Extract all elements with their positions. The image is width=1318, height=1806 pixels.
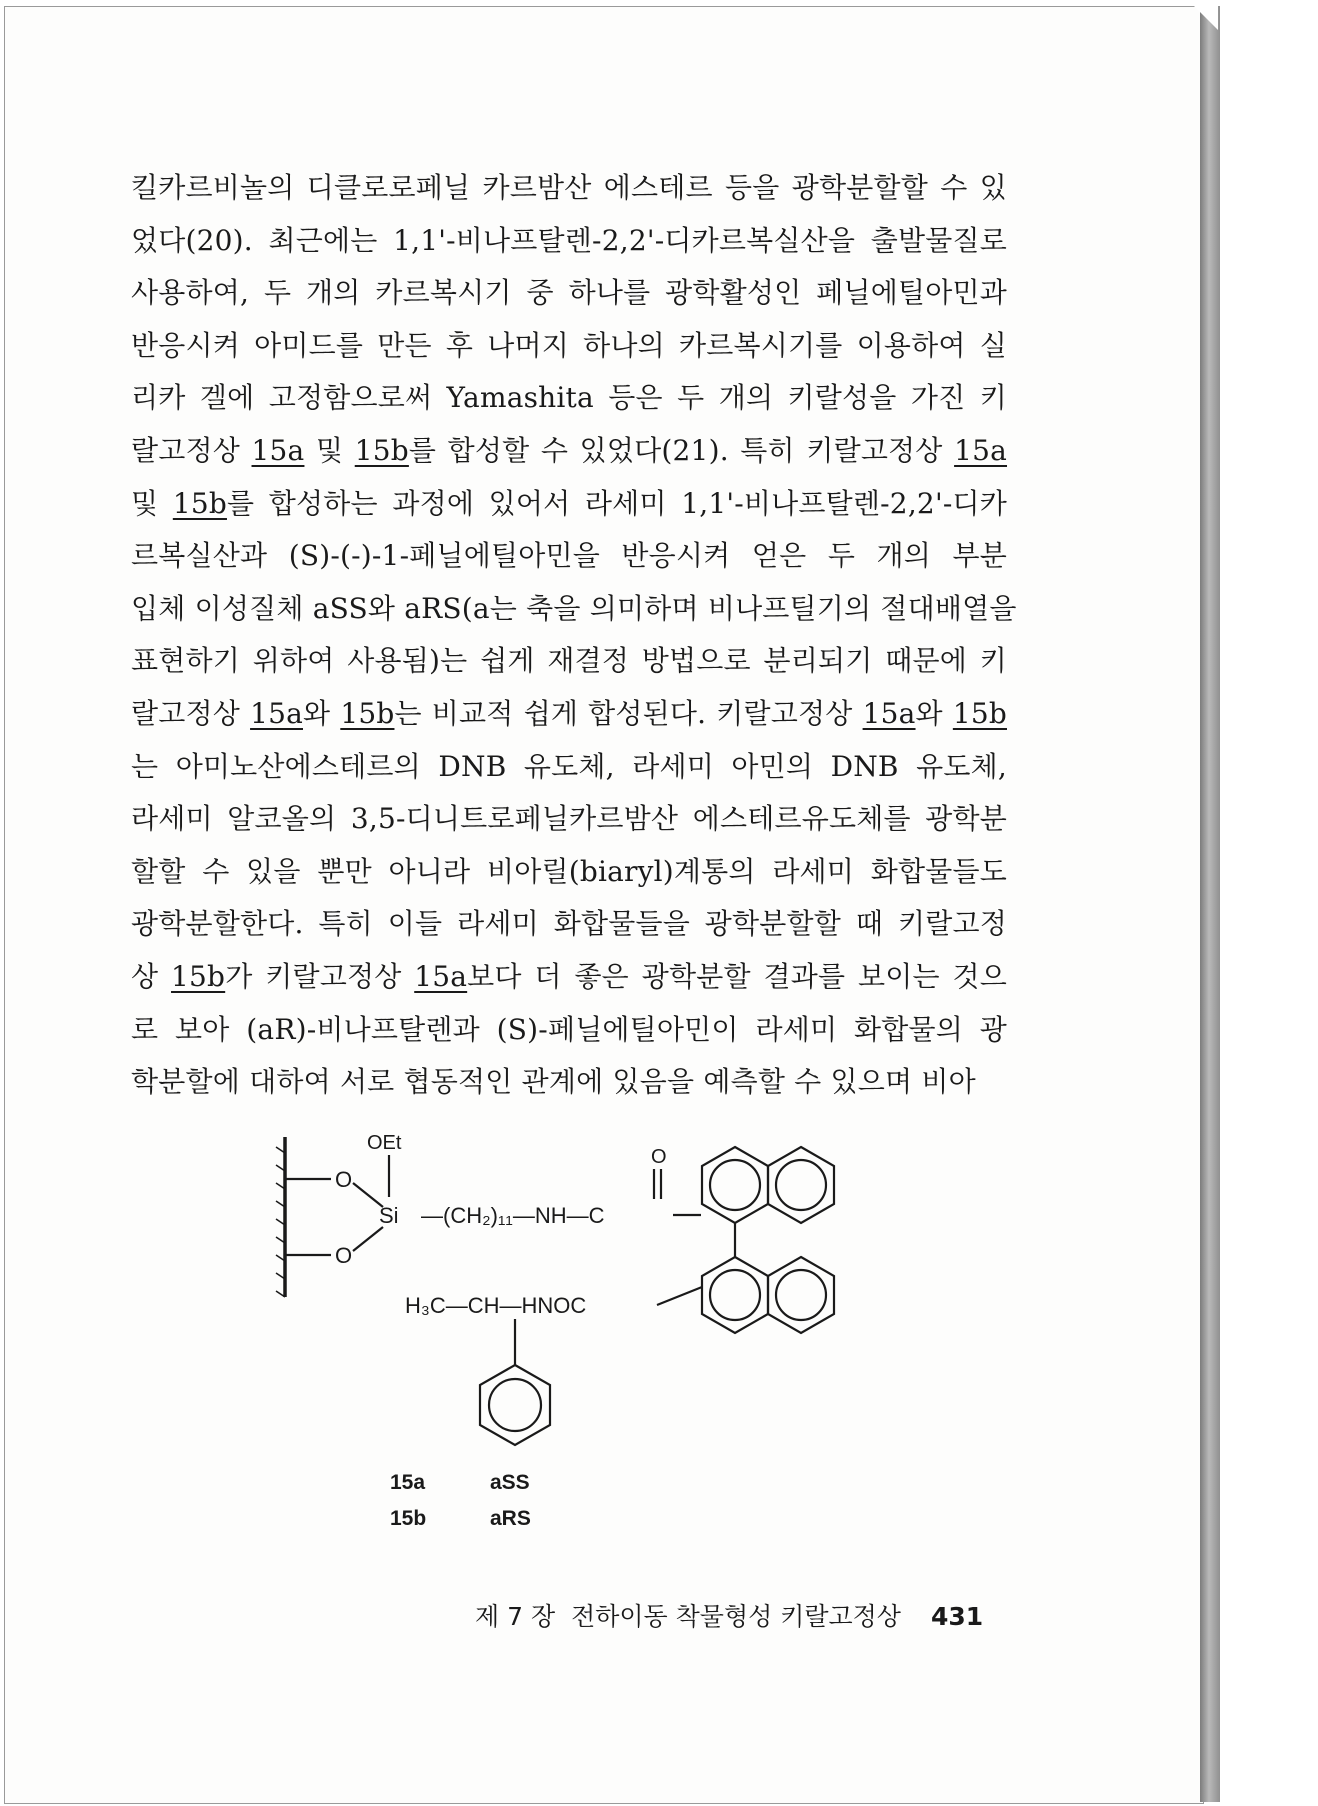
text-line bbox=[131, 846, 1007, 899]
text-line bbox=[131, 530, 1007, 583]
text-run: 학분할에 대하여 서로 협동적인 관계에 있음을 예측할 수 있으며 비아 bbox=[131, 1065, 976, 1099]
text-run: 었다(20). 최근에는 1,1'-비나프탈렌-2,2'-디카르복실산을 출발물질로 bbox=[131, 223, 1007, 257]
text-line bbox=[131, 1056, 1007, 1109]
text-run: 광학분할한다. 특히 이들 라세미 화합물들을 광학분할할 때 키랄고정 bbox=[131, 907, 1007, 941]
text-line bbox=[131, 741, 1007, 794]
lower-naphthalene-ring bbox=[702, 1257, 834, 1333]
compound-reference: 15b bbox=[171, 959, 226, 993]
text-run: 와 bbox=[915, 696, 953, 730]
oxygen-bottom: O bbox=[335, 1243, 353, 1268]
compound-reference: 15a bbox=[954, 433, 1008, 467]
label-aRS: aRS bbox=[490, 1507, 531, 1530]
text-run: 반응시켜 아미드를 만든 후 나머지 하나의 카르복시기를 이용하여 실 bbox=[131, 328, 1007, 362]
compound-reference: 15a bbox=[251, 433, 305, 467]
text-line bbox=[131, 688, 1007, 741]
text-run: 리카 겔에 고정함으로써 Yamashita 등은 두 개의 키랄성을 가진 키 bbox=[131, 381, 1007, 415]
text-line bbox=[131, 1004, 1007, 1057]
amide-group-label: H₃C—CH—HNOC bbox=[405, 1293, 587, 1318]
text-line bbox=[131, 793, 1007, 846]
text-line bbox=[131, 320, 1007, 373]
text-run: 를 합성할 수 있었다(21). 특히 키랄고정상 bbox=[408, 433, 955, 467]
page-edge-shadow bbox=[1200, 6, 1220, 1802]
text-run: 표현하기 위하여 사용됨)는 쉽게 재결정 방법으로 분리되기 때문에 키 bbox=[131, 644, 1007, 678]
text-line bbox=[131, 478, 1007, 531]
text-run: 가 키랄고정상 bbox=[225, 959, 415, 993]
text-run: 와 bbox=[303, 696, 341, 730]
text-run: 사용하여, 두 개의 카르복시기 중 하나를 광학활성인 페닐에틸아민과 bbox=[131, 276, 1007, 310]
text-run: 보다 더 좋은 광학분할 결과를 보이는 것으 bbox=[467, 959, 1007, 993]
text-line bbox=[131, 267, 1007, 320]
running-footer bbox=[475, 1597, 1035, 1633]
compound-reference: 15b bbox=[952, 696, 1007, 730]
text-line bbox=[131, 951, 1007, 1004]
text-line bbox=[131, 583, 1017, 636]
label-15b: 15b bbox=[390, 1507, 427, 1530]
compound-reference: 15b bbox=[354, 433, 409, 467]
alkyl-chain-label: —(CH₂)₁₁—NH—C bbox=[421, 1203, 605, 1228]
text-run: 및 bbox=[304, 433, 355, 467]
compound-reference: 15b bbox=[340, 696, 395, 730]
text-line bbox=[131, 425, 1007, 478]
text-run: 를 합성하는 과정에 있어서 라세미 1,1'-비나프탈렌-2,2'-디카 bbox=[226, 486, 1007, 520]
compound-reference: 15b bbox=[172, 486, 227, 520]
page-number: 431 bbox=[930, 1602, 984, 1631]
carbonyl-oxygen: O bbox=[651, 1146, 667, 1168]
book-page bbox=[4, 6, 1204, 1804]
text-run: 및 bbox=[131, 486, 173, 520]
text-run: 는 비교적 쉽게 합성된다. 키랄고정상 bbox=[394, 696, 863, 730]
text-run: 는 아미노산에스테르의 DNB 유도체, 라세미 아민의 DNB 유도체, bbox=[131, 749, 1007, 783]
text-run: 할할 수 있을 뿐만 아니라 비아릴(biaryl)계통의 라세미 화합물들도 bbox=[131, 854, 1007, 888]
body-text bbox=[131, 162, 1017, 1109]
compound-reference: 15a bbox=[862, 696, 916, 730]
footer-chapter: 제 7 장 bbox=[475, 1602, 556, 1631]
text-run: 라세미 알코올의 3,5-디니트로페닐카르밤산 에스테르유도체를 광학분 bbox=[131, 802, 1007, 836]
upper-naphthalene-ring bbox=[702, 1147, 834, 1223]
text-run: 킬카르비놀의 디클로로페닐 카르밤산 에스테르 등을 광학분할할 수 있 bbox=[131, 171, 1007, 204]
text-run: 르복실산과 (S)-(-)-1-페닐에틸아민을 반응시켜 얻은 두 개의 부분 bbox=[131, 539, 1007, 573]
label-aSS: aSS bbox=[490, 1471, 530, 1494]
text-run: 랄고정상 bbox=[131, 696, 251, 730]
text-run: 입체 이성질체 aSS와 aRS(a는 축을 의미하며 비나프틸기의 절대배열을 bbox=[131, 591, 1017, 625]
text-line bbox=[131, 635, 1007, 688]
text-line bbox=[131, 162, 1007, 215]
text-run: 상 bbox=[131, 959, 172, 993]
compound-reference: 15a bbox=[250, 696, 303, 730]
text-line bbox=[131, 215, 1007, 268]
phenyl-ring bbox=[480, 1365, 550, 1445]
chemical-structure-figure bbox=[265, 1127, 885, 1547]
text-line bbox=[131, 372, 1007, 425]
text-run: 랄고정상 bbox=[131, 433, 252, 467]
silicon-label: Si bbox=[379, 1203, 399, 1228]
footer-title: 전하이동 착물형성 키랄고정상 bbox=[571, 1602, 901, 1631]
label-15a: 15a bbox=[390, 1471, 426, 1494]
text-run: 로 보아 (aR)-비나프탈렌과 (S)-페닐에틸아민이 라세미 화합물의 광 bbox=[131, 1012, 1007, 1046]
text-line bbox=[131, 898, 1007, 951]
page-corner-fold bbox=[1188, 0, 1218, 30]
compound-reference: 15a bbox=[414, 959, 468, 993]
oxygen-top: O bbox=[335, 1167, 353, 1192]
ethoxy-label: OEt bbox=[367, 1132, 402, 1154]
